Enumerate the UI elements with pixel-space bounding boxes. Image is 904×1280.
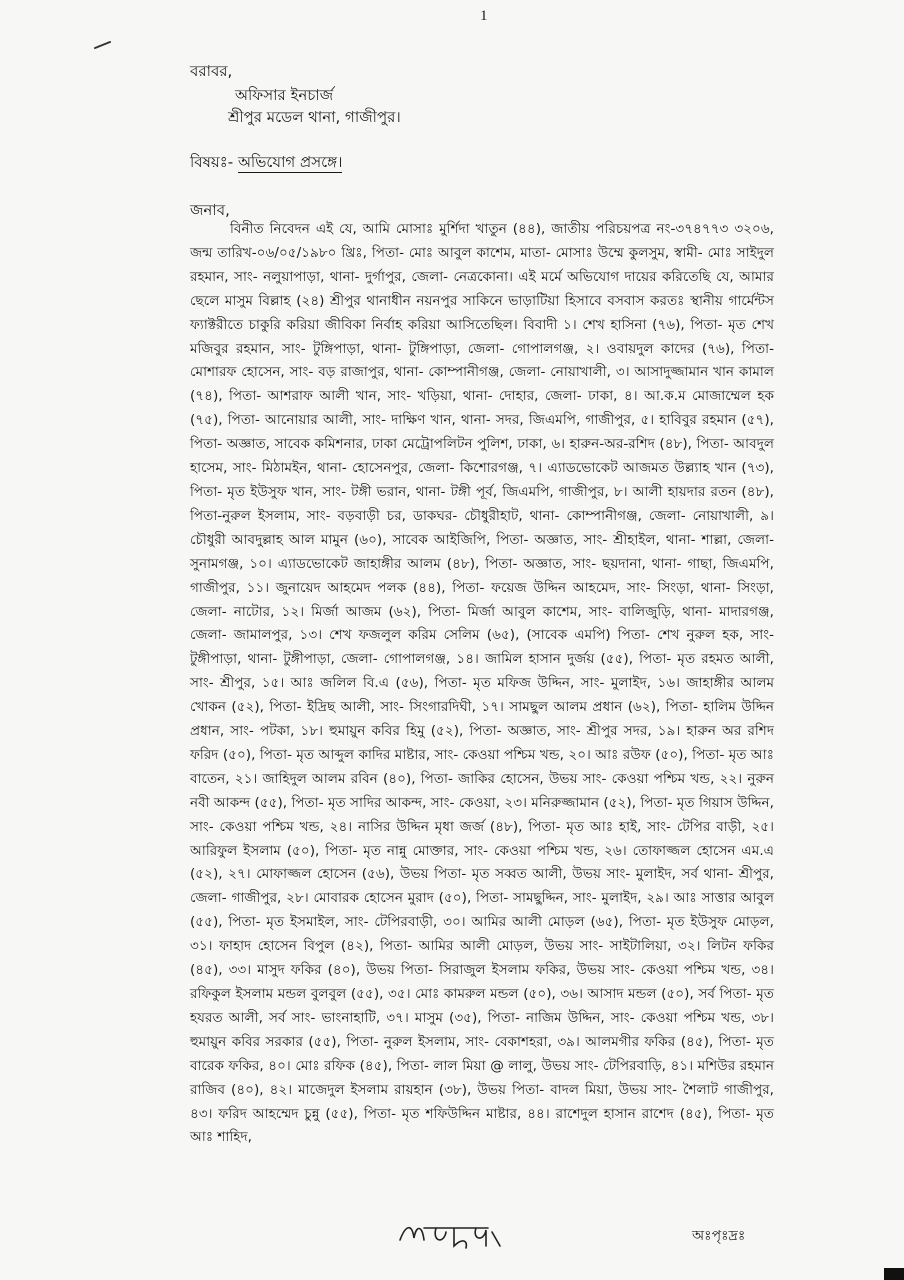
address-to: বরাবর, — [190, 62, 233, 80]
subject-label: বিষয়ঃ- — [190, 153, 238, 171]
signature-handwritten — [396, 1218, 506, 1252]
scan-edge-mark — [884, 1268, 904, 1280]
address-recipient: অফিসার ইনচার্জ — [235, 86, 334, 104]
complaint-body: বিনীত নিবেদন এই যে, আমি মোসাঃ মুর্শিদা খাতুন (৪৪), জাতীয় পরিচয়পত্র নং-৩৭৪৭৭৩ ৩২০৬, জন্ম তারিখ-০৬/০৫/১৯৮০ খ্রিঃ, পিতা- মোঃ আবুল কাশেম, মাতা- মোসাঃ উম্মে কুলসুম, স্বামী- মোঃ সাইদুল রহমান, সাং- নলুয়াপাড়া, থানা- দুর্গাপুর, জেলা- নেত্রকোনা। এই মর্মে অভিযোগ দায়ের করিতেছি যে, আমার ছেলে মাসুম বিল্লাহ (২৪) শ্রীপুর থানাধীন নয়নপুর সাকিনে ভাড়াটিয়া হিসাবে বসবাস করতঃ স্থানীয় গার্মেন্টস ফ্যাক্টরীতে চাকুরি করিয়া জীবিকা নির্বাহ করিয়া আসিতেছিল। বিবাদী ১। শেখ হাসিনা (৭৬), পিতা- মৃত শেখ মজিবুর রহমান, সাং- টুঙ্গিপাড়া, থানা- টুঙ্গিপাড়া, জেলা- গোপালগঞ্জ, ২। ওবায়দুল কাদের (৭৬), পিতা- মোশারফ হোসেন, সাং- বড় রাজাপুর, থানা- কোম্পানীগঞ্জ, জেলা- নোয়াখালী, ৩। আসাদুজ্জামান খান কামাল (৭৪), পিতা- আশরাফ আলী খান, সাং- খড়িয়া, থানা- দোহার, জেলা- ঢাকা, ৪। আ.ক.ম মোজাম্মেল হক (৭৫), পিতা- আনোয়ার আলী, সাং- দাক্ষিণ খান, থানা- সদর, জিএমপি, গাজীপুর, ৫। হাবিবুর রহমান (৫৭), পিতা- অজ্ঞাত, সাবেক কমিশনার, ঢাকা মেট্রোপলিটন পুলিশ, ঢাকা, ৬। হারুন-অর-রশিদ (৪৮), পিতা- আবদুল হাসেম, সাং- মিঠামইন, থানা- হোসেনপুর, জেলা- কিশোরগঞ্জ, ৭। এ্যাডভোকেট আজমত উল্ল্যাহ খান (৭৩), পিতা- মৃত ইউসুফ খান, সাং- টঙ্গী ভরান, থানা- টঙ্গী পূর্ব, জিএমপি, গাজীপুর, ৮। আলী হায়দার রতন (৪৮), পিতা-নুরুল ইসলাম, সাং- বড়বাড়ী চর, ডাকঘর- চৌধুরীহাট, থানা- কোম্পানীগঞ্জ, জেলা- নোয়াখালী, ৯। চৌধুরী আবদুল্লাহ আল মামুন (৬০), সাবেক আইজিপি, পিতা- অজ্ঞাত, সাং- শ্রীহাইল, থানা- শাল্লা, জেলা- সুনামগঞ্জ, ১০। এ্যাডভোকেট জাহাঙ্গীর আলম (৪৮), পিতা- অজ্ঞাত, সাং- ছয়দানা, থানা- গাছা, জিএমপি, গাজীপুর, ১১। জুনায়েদ আহমেদ পলক (৪৪), পিতা- ফয়েজ উদ্দিন আহমেদ, সাং- সিংড়া, থানা- সিংড়া, জেলা- নাটোর, ১২। মির্জা আজম (৬২), পিতা- মির্জা আবুল কাশেম, সাং- বালিজুড়ি, থানা- মাদারগঞ্জ, জেলা- জামালপুর, ১৩। শেখ ফজলুল করিম সেলিম (৬৫), (সাবেক এমপি) পিতা- শেখ নুরুল হক, সাং- টুঙ্গীপাড়া, থানা- টুঙ্গীপাড়া, জেলা- গোপালগঞ্জ, ১৪। জামিল হাসান দুর্জয় (৫৫), পিতা- মৃত রহমত আলী, সাং- শ্রীপুর, ১৫। আঃ জলিল বি.এ (৫৬), পিতা- মৃত মফিজ উদ্দিন, সাং- মুলাইদ, ১৬। জাহাঙ্গীর আলম খোকন (৫২), পিতা- ইদ্রিছ আলী, সাং- সিংগারদিঘী, ১৭। সামছুল আলম প্রধান (৬২), পিতা- হালিম উদ্দিন প্রধান, সাং- পটকা, ১৮। হুমায়ুন কবির হিমু (৫২), পিতা- অজ্ঞাত, সাং- শ্রীপুর সদর, ১৯। হারুন অর রশিদ ফরিদ (৫০), পিতা- মৃত আব্দুল কাদির মাষ্টার, সাং- কেওয়া পশ্চিম খন্ড, ২০। আঃ রউফ (৫০), পিতা- মৃত আঃ বাতেন, ২১। জাহিদুল আলম রবিন (৪০), পিতা- জাকির হোসেন, উভয় সাং- কেওয়া পশ্চিম খন্ড, ২২। নুরুন নবী আকন্দ (৫৫), পিতা- মৃত সাদির আকন্দ, সাং- কেওয়া, ২৩। মনিরুজ্জামান (৫২), পিতা- মৃত গিয়াস উদ্দিন, সাং- কেওয়া পশ্চিম খন্ড, ২৪। নাসির উদ্দিন মৃধা জর্জ (৪৮), পিতা- মৃত আঃ হাই, সাং- টেপির বাড়ী, ২৫। আরিফুল ইসলাম (৫০), পিতা- মৃত নান্নু মোক্তার, সাং- কেওয়া পশ্চিম খন্ড, ২৬। তোফাজ্জল হোসেন এম.এ (৫২), ২৭। মোফাজ্জল হোসেন (৫৬), উভয় পিতা- মৃত সব্বত আলী, উভয় সাং- মুলাইদ, সর্ব থানা- শ্রীপুর, জেলা- গাজীপুর, ২৮। মোবারক হোসেন মুরাদ (৫০), পিতা- সামছুদ্দিন, সাং- মুলাইদ, ২৯। আঃ সাত্তার আবুল (৫৫), পিতা- মৃত ইসমাইল, সাং- টেপিরবাড়ী, ৩০। আমির আলী মোড়ল (৬৫), পিতা- মৃত ইউসুফ মোড়ল, ৩১। ফাহাদ হোসেন বিপুল (৪২), পিতা- আমির আলী মোড়ল, উভয় সাং- সাইটালিয়া, ৩২। লিটন ফকির (৪৫), ৩৩। মাসুদ ফকির (৪০), উভয় পিতা- সিরাজুল ইসলাম ফকির, উভয় সাং- কেওয়া পশ্চিম খন্ড, ৩৪। রফিকুল ইসলাম মন্ডল বুলবুল (৫৫), ৩৫। মোঃ কামরুল মন্ডল (৫০), ৩৬। আসাদ মন্ডল (৫০), সর্ব পিতা- মৃত হযরত আলী, সর্ব সাং- ভাংনাহাটি, ৩৭। মাসুম (৩৫), পিতা- নাজিম উদ্দিন, সাং- কেওয়া পশ্চিম খন্ড, ৩৮। হুমায়ুন কবির সরকার (৫৫), পিতা- নুরুল ইসলাম, সাং- বেকাশহরা, ৩৯। আলমগীর ফকির (৪৫), পিতা- মৃত বারেক ফকির, ৪০। মোঃ রফিক (৪৫), পিতা- লাল মিয়া @ লালু, উভয় সাং- টেপিরবাড়ি, ৪১। মশিউর রহমান রাজিব (৪০), ৪২। মাজেদুল ইসলাম রায়হান (৩৮), উভয় পিতা- বাদল মিয়া, উভয় সাং- শৈলাট গাজীপুর, ৪৩। ফরিদ আহম্মেদ চুন্নু (৫৫), পিতা- মৃত শফিউদ্দিন মাষ্টার, ৪৪। রাশেদুল হাসান রাশেদ (৪৫), পিতা- মৃত আঃ শাহিদ, — [190, 221, 774, 1146]
continued-mark: অঃপৃঃদ্রঃ — [692, 1228, 746, 1244]
subject-line — [190, 151, 342, 176]
pen-mark-icon — [94, 40, 112, 50]
page-number: 1 — [480, 8, 488, 24]
address-office: শ্রীপুর মডেল থানা, গাজীপুর। — [228, 108, 401, 126]
subject-text: অভিযোগ প্রসঙ্গে। — [237, 153, 343, 171]
salutation: জনাব, — [190, 201, 230, 219]
